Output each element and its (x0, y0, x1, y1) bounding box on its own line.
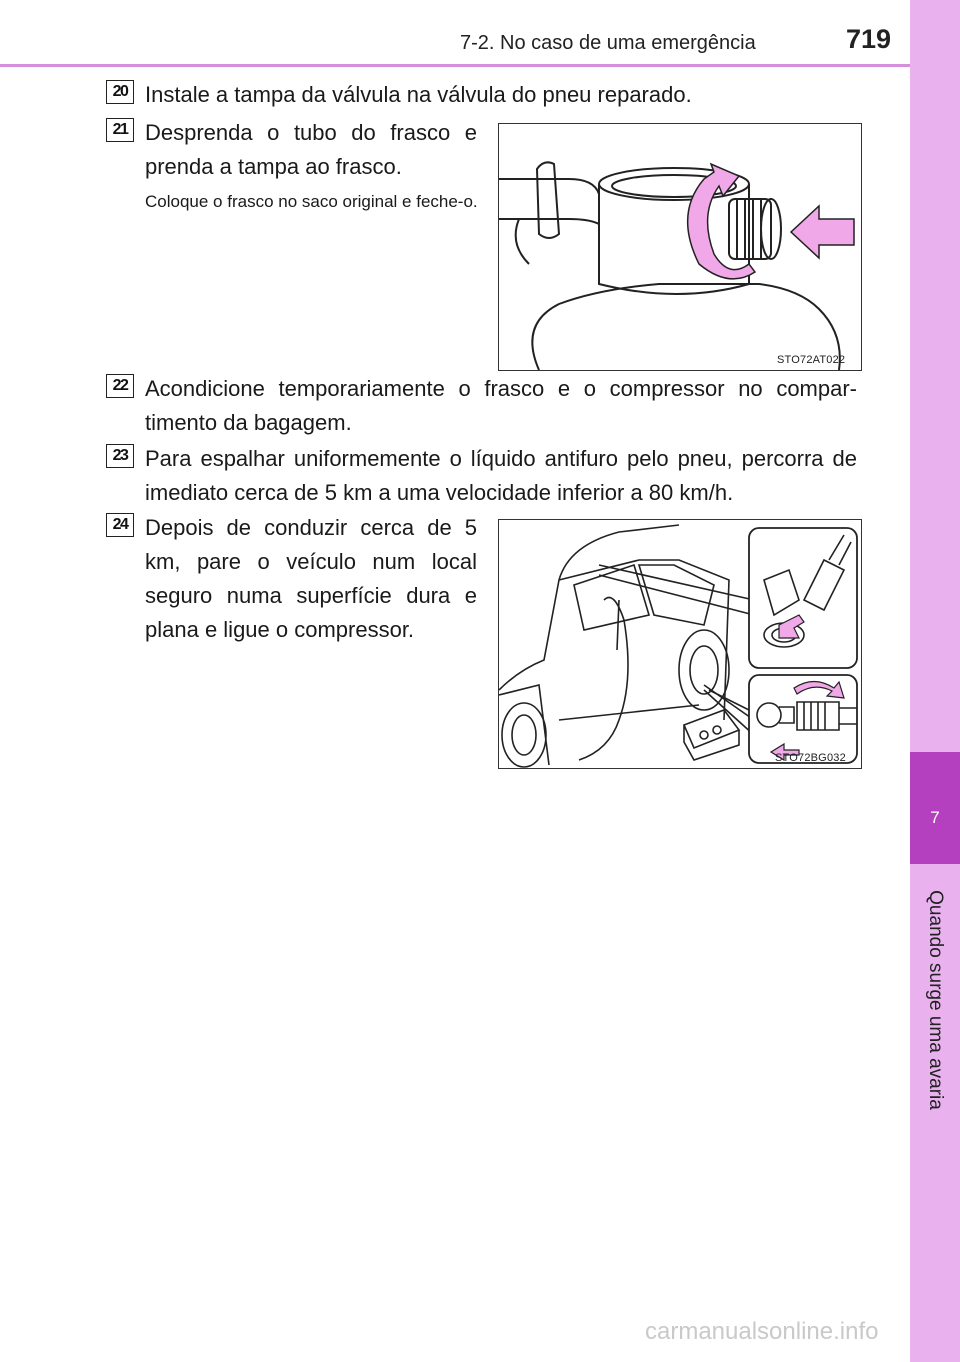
chapter-number: 7 (930, 808, 940, 827)
step-badge-23: 23 (106, 444, 134, 468)
step-badge-21: 21 (106, 118, 134, 142)
step-badge-24: 24 (106, 513, 134, 537)
figure-code: STO72AT022 (777, 354, 846, 366)
step-20-text: Instale a tampa da válvula na válvula do pneu reparado. (145, 82, 692, 107)
watermark: carmanualsonline.info (645, 1318, 879, 1345)
header-rule (0, 64, 910, 67)
figure-code: STO72BG032 (775, 752, 846, 764)
step-22-text: Acondicione temporariamente o frasco e o compressor no compar-timento da bagagem. (145, 376, 857, 435)
step-24-text: Depois de conduzir cerca de 5 km, pare o veículo num local seguro numa superfície dura e plana e ligue o compressor. (145, 515, 477, 642)
page-number: 719 (846, 24, 892, 54)
step-21-text: Desprenda o tubo do frasco e prenda a tampa ao frasco. (145, 120, 477, 179)
chapter-sidebar (910, 0, 960, 1362)
step-badge-22: 22 (106, 374, 134, 398)
step-23-text: Para espalhar uniformemente o líquido antifuro pelo pneu, percorra de imediato cerca de 5 km a uma velocidade inferior a 80 km/h. (145, 446, 857, 505)
figure-compressor-setup (498, 519, 862, 769)
compressor-illustration (499, 520, 861, 768)
bottle-cap-illustration (499, 124, 861, 370)
section-title: 7-2. No caso de uma emergência (460, 32, 756, 54)
step-21-note: Coloque o frasco no saco original e feche-o. (145, 192, 478, 211)
step-badge-20: 20 (106, 80, 134, 104)
chapter-title: Quando surge uma avaria (925, 890, 946, 1110)
figure-bottle-cap (498, 123, 862, 371)
